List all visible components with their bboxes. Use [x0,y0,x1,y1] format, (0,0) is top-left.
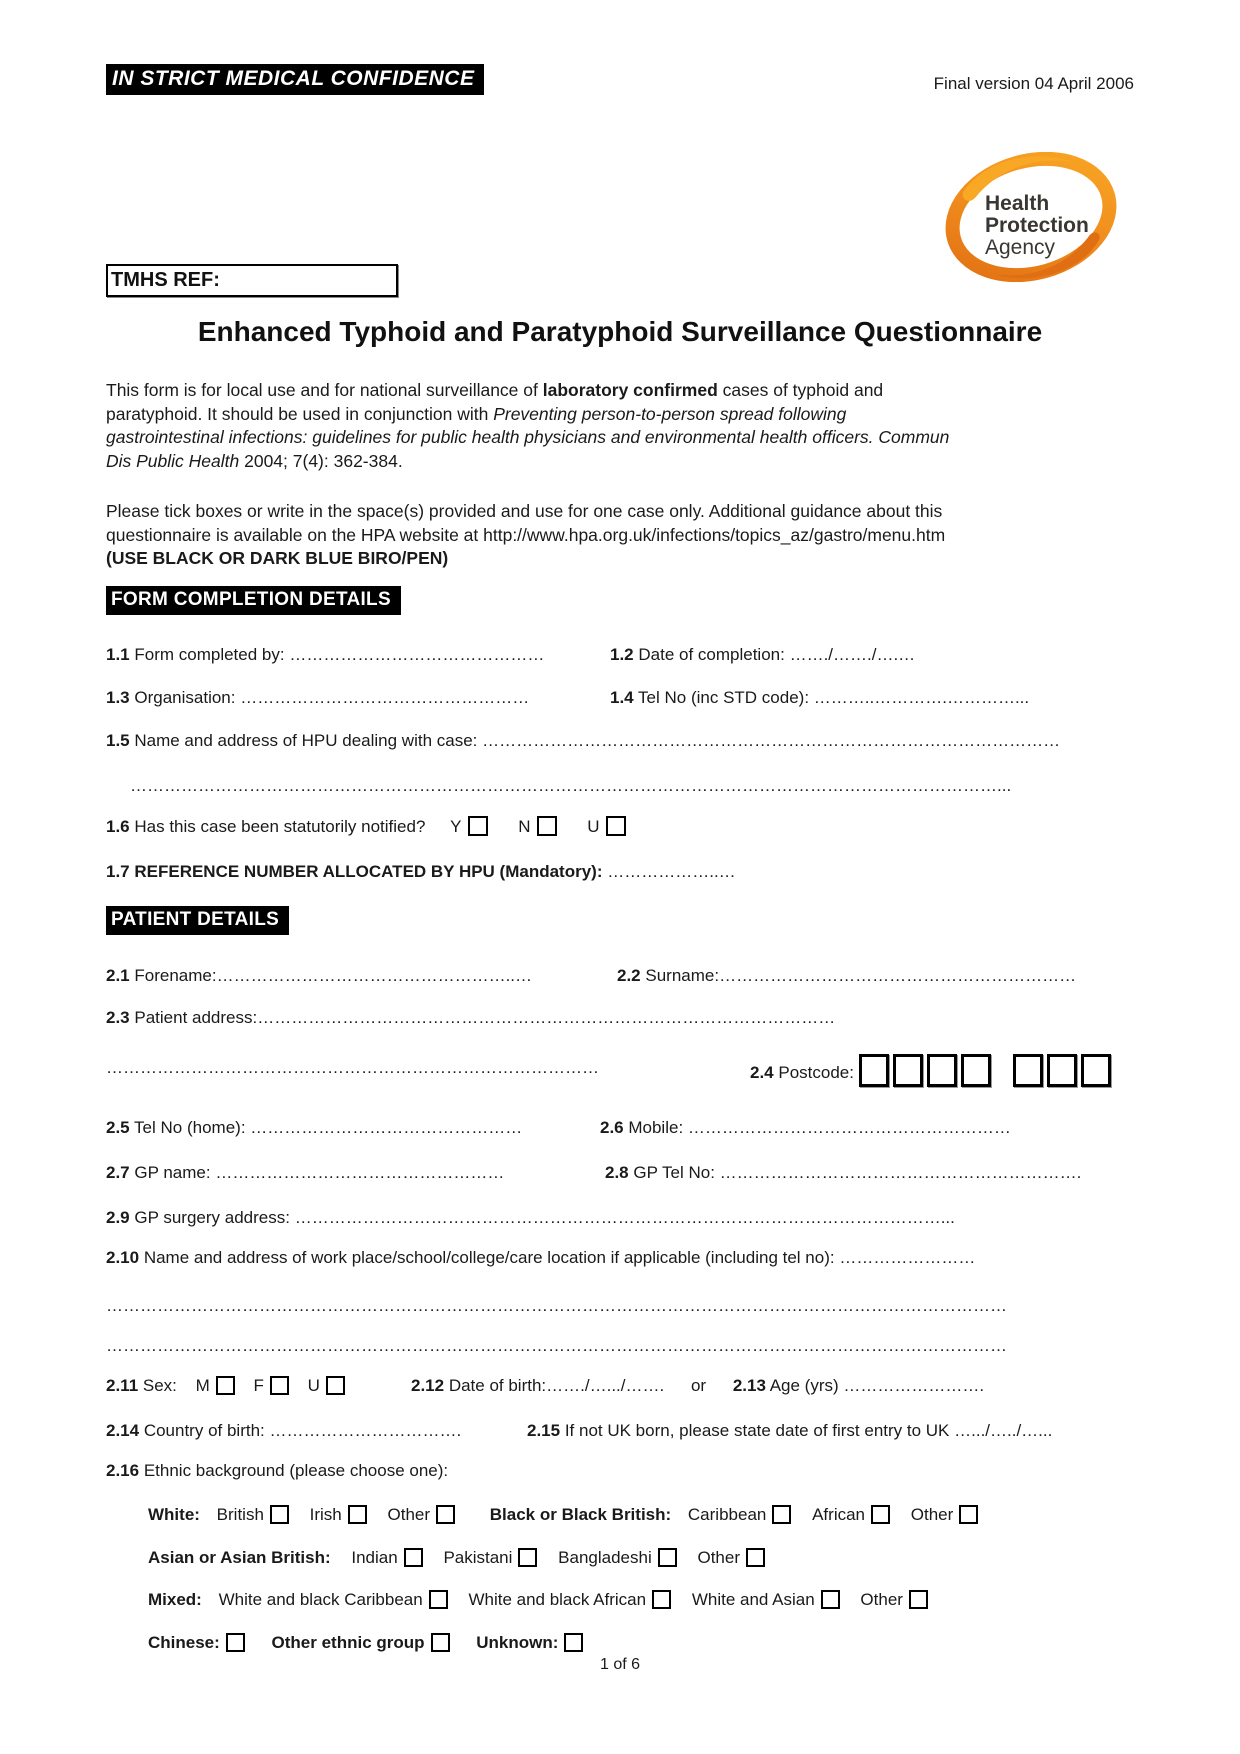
q2-7-label: GP name: [129,1163,216,1182]
q2-4-group [750,1054,1115,1087]
row-ethnic-mixed [148,1590,1140,1610]
ethnic-mixed-wbc-label: White and black Caribbean [218,1590,423,1609]
q1-4-label: Tel No (inc STD code): [633,688,814,707]
q1-7-field[interactable]: ………………..… [602,862,736,881]
q2-9-label: GP surgery address: [129,1208,295,1227]
q2-10-field-line2[interactable]: …………………………………………………………………………………………………………………………………………… [106,1296,1007,1315]
q1-1-label: Form completed by: [129,645,290,664]
q2-16-label: Ethnic background (please choose one): [139,1461,449,1480]
page-number: 1 of 6 [599,1656,641,1673]
postcode-box-6[interactable] [1047,1054,1077,1087]
q1-2-number: 1.2 [610,645,634,664]
section-header-patient-details: PATIENT DETAILS [106,906,289,935]
q1-6-label: Has this case been statutorily notified? [129,817,426,836]
q2-15-field[interactable]: If not UK born, please state date of first entry to UK ….../…../…... [560,1421,1053,1440]
intro-paragraph [106,379,956,473]
ethnic-black-caribbean-label: Caribbean [687,1505,767,1524]
q2-2-group [617,966,1076,986]
ethnic-white-other-label: Other [387,1505,431,1524]
checkbox-ethnic-unknown[interactable] [564,1633,583,1652]
row-ethnic-white-black [148,1505,1140,1525]
checkbox-sex-female[interactable] [270,1376,289,1395]
checkbox-notified-unknown[interactable] [606,816,626,836]
q1-3-field[interactable]: …………………………………………… [240,688,530,707]
pen-instruction-bold: (USE BLACK OR DARK BLUE BIRO/PEN) [106,548,449,568]
ethnic-black-african-label: African [812,1505,866,1524]
q2-5-label: Tel No (home): [129,1118,251,1137]
ethnic-chinese-label: Chinese: [148,1633,220,1652]
checkbox-notified-yes[interactable] [468,816,488,836]
checkbox-white-irish[interactable] [348,1505,367,1524]
instructions-paragraph [106,500,1036,571]
ethnic-black-label: Black or Black British: [489,1505,672,1524]
q2-10-field-line3[interactable]: …………………………………………………………………………………………………………………………………………… [106,1336,1007,1355]
checkbox-white-british[interactable] [270,1505,289,1524]
ethnic-mixed-wa-label: White and Asian [691,1590,815,1609]
checkbox-asian-other[interactable] [746,1548,765,1567]
row-1-6 [106,816,1140,837]
q2-12-group [411,1376,984,1396]
q2-2-label: Surname: [640,966,720,985]
row-2-3 [106,1008,1140,1028]
q2-2-number: 2.2 [617,966,641,985]
row-2-9 [106,1208,1140,1228]
checkbox-black-other[interactable] [959,1505,978,1524]
checkbox-sex-unknown[interactable] [326,1376,345,1395]
checkbox-sex-male[interactable] [216,1376,235,1395]
checkbox-notified-no[interactable] [537,816,557,836]
q2-8-number: 2.8 [605,1163,629,1182]
q2-12-field[interactable]: Date of birth:……./….../……. [444,1376,665,1395]
ethnic-asian-label: Asian or Asian British: [148,1548,331,1567]
q2-9-number: 2.9 [106,1208,130,1227]
q2-3-field-line2[interactable]: …………………………………………………………………………… [106,1058,599,1077]
q2-14-field[interactable]: ……………………………. [269,1421,462,1440]
q2-8-label: GP Tel No: [628,1163,720,1182]
row-2-14-2-15 [106,1421,1140,1441]
row-2-10 [106,1248,1140,1268]
intro-citation-italic: Preventing person-to-person spread following gastrointestinal infections: guidelines for public health physicians and environmental health officers. Commun Dis Public Health [106,403,950,471]
checkbox-black-african[interactable] [871,1505,890,1524]
ethnic-mixed-other-label: Other [860,1590,903,1609]
q2-6-field[interactable]: ………………………………………………… [687,1118,1011,1137]
row-1-3-1-4 [106,688,1140,708]
q1-4-number: 1.4 [610,688,634,707]
q2-10-field[interactable]: …………………… [839,1248,976,1267]
q2-11-number: 2.11 [106,1376,139,1395]
checkbox-mixed-other[interactable] [909,1590,928,1609]
row-1-5 [106,731,1140,751]
confidence-banner: IN STRICT MEDICAL CONFIDENCE [106,64,484,95]
q2-10-label: Name and address of work place/school/college/care location if applicable (including tel no): [139,1248,840,1267]
q2-6-group [600,1118,1011,1138]
q2-3-field[interactable]: ………………………………………………………………………………………… [257,1008,836,1027]
postcode-box-3[interactable] [927,1054,957,1087]
q2-5-number: 2.5 [106,1118,130,1137]
q2-1-number: 2.1 [106,966,130,985]
checkbox-white-other[interactable] [436,1505,455,1524]
checkbox-asian-bangladeshi[interactable] [658,1548,677,1567]
instructions-text: Please tick boxes or write in the space(s) provided and use for one case only. Additional guidance about this questionnaire is available on the HPA website at http://www.hpa.org.uk/infections/topics_az/gastro/menu.htm [106,501,946,545]
row-1-5-continuation [130,776,1140,796]
q2-7-field[interactable]: …………………………………………… [215,1163,505,1182]
q2-15-number: 2.15 [527,1421,561,1440]
q2-6-label: Mobile: [623,1118,688,1137]
q2-12-number: 2.12 [411,1376,445,1395]
q2-13-field[interactable]: Age (yrs) ……………………. [765,1376,985,1395]
q2-7-number: 2.7 [106,1163,130,1182]
q2-6-number: 2.6 [600,1118,624,1137]
q1-5-number: 1.5 [106,731,130,750]
intro-bold-lab-confirmed: laboratory confirmed [542,380,718,400]
row-2-4-postcode [106,1058,1140,1082]
row-1-7 [106,862,1140,882]
q2-5-field[interactable]: ………………………………………… [250,1118,523,1137]
q1-5-field[interactable]: ………………………………………………………………………………………… [482,731,1061,750]
q1-2-field[interactable]: ……./……./….… [789,645,916,664]
hpa-logo [941,152,1121,282]
ethnic-white-irish-label: Irish [309,1505,342,1524]
ethnic-mixed-wba-label: White and black African [468,1590,647,1609]
or-label: or [690,1376,707,1395]
q2-4-number: 2.4 [750,1063,774,1082]
q2-4-label: Postcode: [773,1063,859,1082]
q2-3-number: 2.3 [106,1008,130,1027]
hpa-swirl-icon [941,152,1121,282]
q1-6-no-label: N [518,817,531,836]
logo-text-protection: Protection [985,214,1089,237]
row-1-1-1-2 [106,645,1140,665]
row-2-10-continuation-2 [106,1336,1140,1356]
q2-16-number: 2.16 [106,1461,140,1480]
checkbox-mixed-white-black-african[interactable] [652,1590,671,1609]
q1-3-number: 1.3 [106,688,130,707]
q1-4-group [610,688,1029,708]
checkbox-asian-indian[interactable] [404,1548,423,1567]
postcode-box-1[interactable] [859,1054,889,1087]
row-2-7-2-8 [106,1163,1140,1183]
tmhs-ref-box[interactable] [106,264,398,297]
ethnic-asian-bangladeshi-label: Bangladeshi [558,1548,652,1567]
checkbox-asian-pakistani[interactable] [518,1548,537,1567]
q2-11-label: Sex: [138,1376,177,1395]
ethnic-mixed-label: Mixed: [148,1590,202,1609]
q2-1-label: Forename: [129,966,217,985]
q1-5-field-line2[interactable]: ………………………………………………………………………………………………………………………………………... [130,776,1012,795]
ethnic-black-other-label: Other [910,1505,954,1524]
row-2-5-2-6 [106,1118,1140,1138]
checkbox-mixed-white-black-caribbean[interactable] [429,1590,448,1609]
page-title: Enhanced Typhoid and Paratyphoid Surveillance Questionnaire [197,316,1043,347]
tmhs-ref-label: TMHS REF: [111,269,220,291]
q1-2-label: Date of completion: [633,645,790,664]
q2-3-label: Patient address: [129,1008,258,1027]
q2-11-male-label: M [195,1376,210,1395]
q2-2-field[interactable]: ……………………………………………………… [719,966,1077,985]
postcode-box-7[interactable] [1081,1054,1111,1087]
checkbox-black-caribbean[interactable] [772,1505,791,1524]
postcode-box-4[interactable] [961,1054,991,1087]
q1-6-unknown-label: U [587,817,600,836]
q2-8-field[interactable]: ………………………………………………………. [719,1163,1082,1182]
q1-2-group [610,645,915,665]
q2-14-number: 2.14 [106,1421,140,1440]
postcode-box-2[interactable] [893,1054,923,1087]
row-2-10-continuation-1 [106,1296,1140,1316]
q2-15-group [527,1421,1052,1441]
q1-6-number: 1.6 [106,817,130,836]
q1-1-number: 1.1 [106,645,130,664]
logo-text-health: Health [985,192,1050,215]
q2-11-unknown-label: U [307,1376,320,1395]
q1-3-label: Organisation: [129,688,241,707]
postcode-box-5[interactable] [1013,1054,1043,1087]
intro-citation-ref: 2004; 7(4): 362-384. [239,450,403,471]
q1-1-field[interactable]: ……………………………………… [289,645,545,664]
logo-text-agency: Agency [985,236,1056,259]
checkbox-other-ethnic-group[interactable] [431,1633,450,1652]
q2-14-label: Country of birth: [139,1421,270,1440]
version-text: Final version 04 April 2006 [933,74,1134,93]
ethnic-asian-indian-label: Indian [351,1548,398,1567]
row-ethnic-chinese-other-unknown [148,1633,1140,1653]
intro-text-2: cases of typhoid and paratyphoid. It should be used in conjunction with [106,380,884,424]
ethnic-asian-pakistani-label: Pakistani [443,1548,513,1567]
row-ethnic-asian [148,1548,1140,1568]
checkbox-chinese[interactable] [226,1633,245,1652]
row-2-16 [106,1461,1140,1481]
section-header-form-completion: FORM COMPLETION DETAILS [106,586,401,615]
intro-text-1: This form is for local use and for national surveillance of [106,380,543,400]
ethnic-unknown-label: Unknown: [476,1633,559,1652]
q1-6-yes-label: Y [450,817,462,836]
row-2-11-2-12-2-13 [106,1376,1140,1396]
q2-9-field[interactable]: ……………………………………………………………………………………………………... [294,1208,955,1227]
ethnic-other-group-label: Other ethnic group [271,1633,425,1652]
ethnic-white-british-label: British [216,1505,264,1524]
q2-11-female-label: F [253,1376,264,1395]
q2-10-number: 2.10 [106,1248,140,1267]
checkbox-mixed-white-asian[interactable] [821,1590,840,1609]
q2-8-group [605,1163,1081,1183]
ethnic-asian-other-label: Other [697,1548,740,1567]
q1-5-label: Name and address of HPU dealing with case: [129,731,483,750]
ethnic-white-label: White: [148,1505,200,1524]
q2-13-number: 2.13 [732,1376,766,1395]
q1-7-label: 1.7 REFERENCE NUMBER ALLOCATED BY HPU (Mandatory): [106,862,603,881]
row-2-1-2-2 [106,966,1140,986]
q1-4-field[interactable]: ………..………….…………... [813,688,1030,707]
q2-1-field[interactable]: ……………………………………………..… [216,966,533,985]
